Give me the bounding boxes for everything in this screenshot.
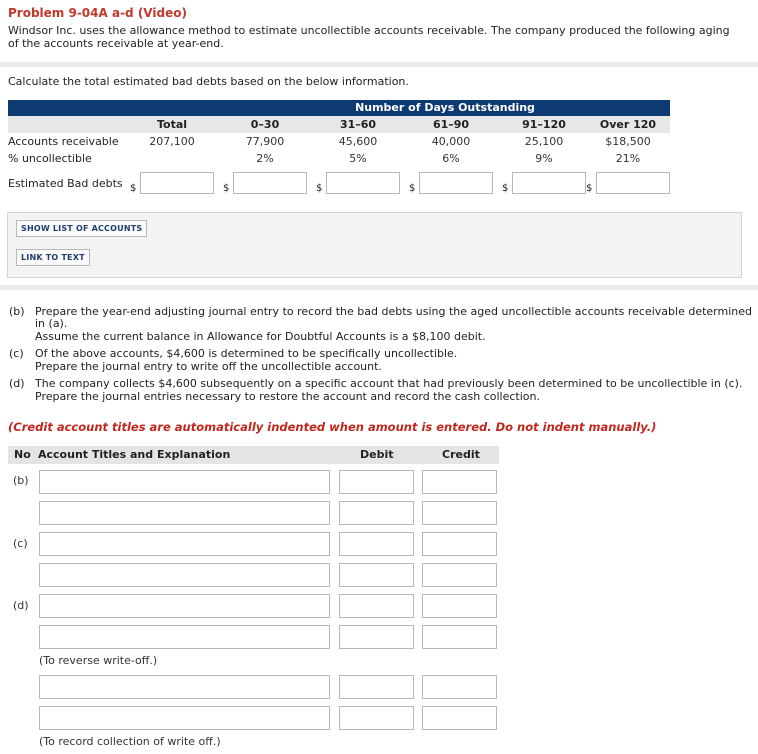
estimated-0-30-input[interactable] bbox=[233, 172, 307, 194]
table-group-title: Number of Days Outstanding bbox=[355, 101, 535, 114]
cell-pct-61-90: 6% bbox=[442, 152, 460, 165]
part-b-line3: Assume the current balance in Allowance for Doubtful Accounts is a $8,100 debit. bbox=[35, 330, 486, 343]
dollar-sign: $ bbox=[223, 183, 230, 194]
part-b-line1: Prepare the year-end adjusting journal entry to record the bad debts using the aged uncollectible accounts receivable determined bbox=[35, 305, 752, 318]
journal-col-debit: Debit bbox=[360, 448, 394, 461]
journal-label-d: (d) bbox=[13, 599, 29, 612]
row-label-ar: Accounts receivable bbox=[8, 135, 119, 148]
part-a-instruction: Calculate the total estimated bad debts based on the below information. bbox=[8, 75, 409, 88]
dollar-sign: $ bbox=[130, 183, 137, 194]
cell-pct-over-120: 21% bbox=[615, 152, 641, 165]
journal-debit-input[interactable] bbox=[339, 594, 414, 618]
col-total: Total bbox=[156, 118, 188, 131]
estimated-over-120-input[interactable] bbox=[596, 172, 670, 194]
credit-indent-note: (Credit account titles are automatically indented when amount is entered. Do not indent manually.) bbox=[8, 420, 657, 434]
journal-debit-input[interactable] bbox=[339, 675, 414, 699]
part-d-line1: The company collects $4,600 subsequently on a specific account that had previously been determined to be uncollectible in (c). bbox=[35, 377, 743, 390]
journal-label-c: (c) bbox=[13, 537, 28, 550]
cell-ar-0-30: 77,900 bbox=[245, 135, 285, 148]
journal-account-input[interactable] bbox=[39, 501, 330, 525]
journal-credit-input[interactable] bbox=[422, 625, 497, 649]
col-91-120: 91–120 bbox=[522, 118, 566, 131]
journal-account-input[interactable] bbox=[39, 675, 330, 699]
col-over-120: Over 120 bbox=[599, 118, 657, 131]
journal-credit-input[interactable] bbox=[422, 706, 497, 730]
journal-account-input[interactable] bbox=[39, 470, 330, 494]
estimated-61-90-input[interactable] bbox=[419, 172, 493, 194]
journal-debit-input[interactable] bbox=[339, 532, 414, 556]
part-d-label: (d) bbox=[9, 377, 25, 390]
journal-debit-input[interactable] bbox=[339, 563, 414, 587]
journal-debit-input[interactable] bbox=[339, 470, 414, 494]
dollar-sign: $ bbox=[586, 183, 593, 194]
journal-col-account: Account Titles and Explanation bbox=[38, 448, 231, 461]
divider bbox=[0, 285, 758, 290]
journal-credit-input[interactable] bbox=[422, 501, 497, 525]
journal-debit-input[interactable] bbox=[339, 625, 414, 649]
journal-credit-input[interactable] bbox=[422, 675, 497, 699]
link-to-text-button[interactable]: LINK TO TEXT bbox=[16, 249, 90, 266]
journal-account-input[interactable] bbox=[39, 706, 330, 730]
row-label-pct: % uncollectible bbox=[8, 152, 92, 165]
cell-pct-31-60: 5% bbox=[349, 152, 367, 165]
estimated-31-60-input[interactable] bbox=[326, 172, 400, 194]
divider bbox=[0, 62, 758, 67]
journal-debit-input[interactable] bbox=[339, 501, 414, 525]
journal-col-credit: Credit bbox=[442, 448, 480, 461]
row-label-estimated: Estimated Bad debts bbox=[8, 177, 123, 190]
cell-pct-0-30: 2% bbox=[256, 152, 274, 165]
dollar-sign: $ bbox=[316, 183, 323, 194]
show-list-of-accounts-button[interactable]: SHOW LIST OF ACCOUNTS bbox=[16, 220, 147, 237]
journal-credit-input[interactable] bbox=[422, 470, 497, 494]
dollar-sign: $ bbox=[502, 183, 509, 194]
part-c-line2: Prepare the journal entry to write off the uncollectible account. bbox=[35, 360, 382, 373]
col-31-60: 31–60 bbox=[339, 118, 377, 131]
part-c-line1: Of the above accounts, $4,600 is determined to be specifically uncollectible. bbox=[35, 347, 458, 360]
part-d-line2: Prepare the journal entries necessary to restore the account and record the cash collection. bbox=[35, 390, 540, 403]
journal-label-b: (b) bbox=[13, 474, 29, 487]
col-0-30: 0–30 bbox=[250, 118, 280, 131]
journal-credit-input[interactable] bbox=[422, 563, 497, 587]
journal-account-input[interactable] bbox=[39, 625, 330, 649]
cell-pct-91-120: 9% bbox=[535, 152, 553, 165]
journal-col-no: No bbox=[14, 448, 31, 461]
cell-ar-over-120: $18,500 bbox=[605, 135, 651, 148]
journal-credit-input[interactable] bbox=[422, 532, 497, 556]
cell-ar-91-120: 25,100 bbox=[524, 135, 564, 148]
estimated-91-120-input[interactable] bbox=[512, 172, 586, 194]
problem-title: Problem 9-04A a-d (Video) bbox=[8, 6, 187, 20]
journal-credit-input[interactable] bbox=[422, 594, 497, 618]
estimated-total-input[interactable] bbox=[140, 172, 214, 194]
journal-account-input[interactable] bbox=[39, 563, 330, 587]
note-record-collection: (To record collection of write off.) bbox=[39, 735, 221, 748]
col-61-90: 61–90 bbox=[432, 118, 470, 131]
dollar-sign: $ bbox=[409, 183, 416, 194]
cell-ar-61-90: 40,000 bbox=[431, 135, 471, 148]
part-b-label: (b) bbox=[9, 305, 25, 318]
cell-ar-total: 207,100 bbox=[149, 135, 195, 148]
problem-intro: Windsor Inc. uses the allowance method to estimate uncollectible accounts receivable. The company produced the following aging of the accounts receivable at year-end. bbox=[8, 24, 730, 50]
part-c-label: (c) bbox=[9, 347, 24, 360]
part-b-line2: in (a). bbox=[35, 317, 68, 330]
note-reverse-write-off: (To reverse write-off.) bbox=[39, 654, 158, 667]
journal-debit-input[interactable] bbox=[339, 706, 414, 730]
journal-account-input[interactable] bbox=[39, 532, 330, 556]
cell-ar-31-60: 45,600 bbox=[338, 135, 378, 148]
journal-account-input[interactable] bbox=[39, 594, 330, 618]
